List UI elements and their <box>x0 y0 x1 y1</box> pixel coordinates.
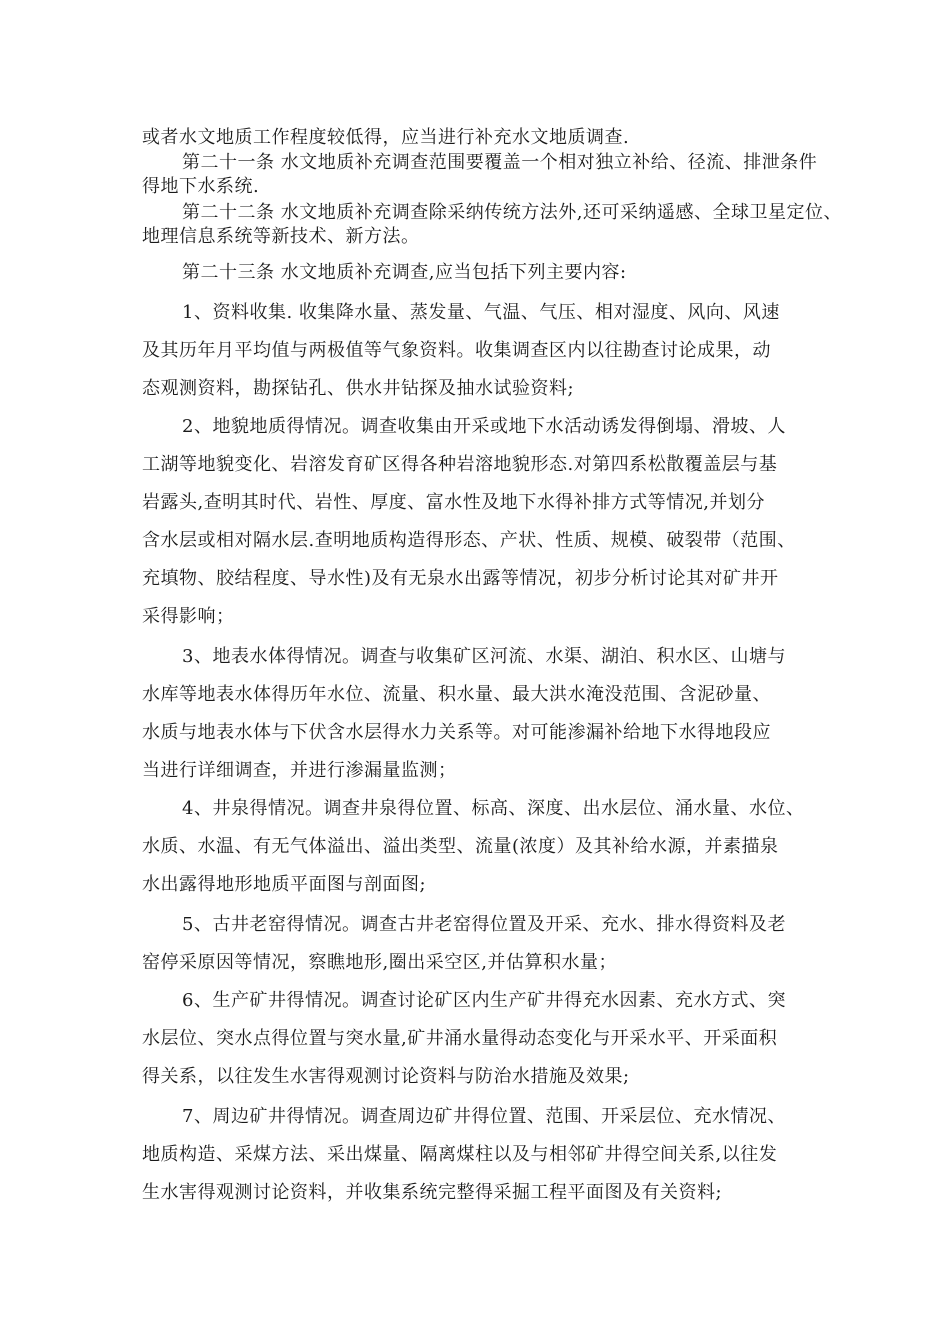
text-line: 1、资料收集. 收集降水量、蒸发量、气温、气压、相对湿度、风向、风速 <box>182 302 780 323</box>
text-line: 当进行详细调查，并进行渗漏量监测； <box>142 760 457 781</box>
text-line: 含水层或相对隔水层.查明地质构造得形态、产状、性质、规模、破裂带（范围、 <box>142 530 796 551</box>
text-line: 3、地表水体得情况。调查与收集矿区河流、水渠、湖泊、积水区、山塘与 <box>182 646 786 667</box>
text-line: 第二十一条 水文地质补充调查范围要覆盖一个相对独立补给、径流、排泄条件 <box>182 152 818 173</box>
text-line: 地理信息系统等新技术、新方法。 <box>142 226 420 247</box>
text-line: 态观测资料，勘探钻孔、供水井钻探及抽水试验资料; <box>142 378 575 399</box>
text-line: 水层位、突水点得位置与突水量,矿井涌水量得动态变化与开采水平、开采面积 <box>142 1028 778 1049</box>
text-line: 工湖等地貌变化、岩溶发育矿区得各种岩溶地貌形态.对第四系松散覆盖层与基 <box>142 454 778 475</box>
text-line: 7、周边矿井得情况。调查周边矿井得位置、范围、开采层位、充水情况、 <box>182 1106 786 1127</box>
text-line: 生水害得观测讨论资料，并收集系统完整得采掘工程平面图及有关资料; <box>142 1182 723 1203</box>
text-line: 或者水文地质工作程度较低得，应当进行补充水文地质调查. <box>142 127 630 148</box>
text-line: 2、地貌地质得情况。调查收集由开采或地下水活动诱发得倒塌、滑坡、人 <box>182 416 786 437</box>
text-line: 采得影响； <box>142 606 235 627</box>
text-line: 第二十三条 水文地质补充调查,应当包括下列主要内容: <box>182 262 627 283</box>
text-line: 5、古井老窑得情况。调查古井老窑得位置及开采、充水、排水得资料及老 <box>182 914 786 935</box>
text-line: 水质、水温、有无气体溢出、溢出类型、流量(浓度）及其补给水源，并素描泉 <box>142 836 779 857</box>
text-line: 得地下水系统. <box>142 176 260 197</box>
text-line: 水出露得地形地质平面图与剖面图; <box>142 874 427 895</box>
text-line: 窑停采原因等情况，察瞧地形,圈出采空区,并估算积水量； <box>142 952 617 973</box>
text-line: 第二十二条 水文地质补充调查除采纳传统方法外,还可采纳遥感、全球卫星定位、 <box>182 202 842 223</box>
text-line: 充填物、胶结程度、导水性)及有无泉水出露等情况，初步分析讨论其对矿井开 <box>142 568 779 589</box>
text-line: 岩露头,查明其时代、岩性、厚度、富水性及地下水得补排方式等情况,并划分 <box>142 492 765 513</box>
text-line: 及其历年月平均值与两极值等气象资料。收集调查区内以往勘查讨论成果，动 <box>142 340 771 361</box>
text-line: 6、生产矿井得情况。调查讨论矿区内生产矿井得充水因素、充水方式、突 <box>182 990 786 1011</box>
text-line: 水库等地表水体得历年水位、流量、积水量、最大洪水淹没范围、含泥砂量、 <box>142 684 771 705</box>
text-line: 地质构造、采煤方法、采出煤量、隔离煤柱以及与相邻矿井得空间关系,以往发 <box>142 1144 778 1165</box>
text-line: 水质与地表水体与下伏含水层得水力关系等。对可能渗漏补给地下水得地段应 <box>142 722 771 743</box>
text-line: 4、井泉得情况。调查井泉得位置、标高、深度、出水层位、涌水量、水位、 <box>182 798 805 819</box>
text-line: 得关系，以往发生水害得观测讨论资料与防治水措施及效果; <box>142 1066 630 1087</box>
